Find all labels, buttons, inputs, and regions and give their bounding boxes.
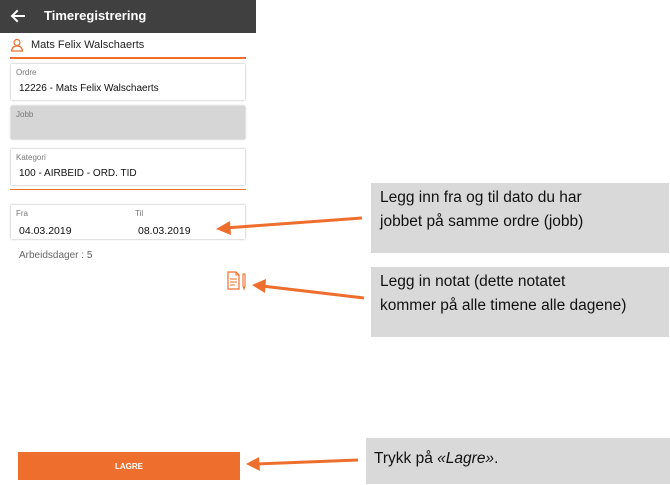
back-button[interactable] [8, 6, 28, 26]
til-label: Til [135, 209, 144, 218]
callout-dates [371, 183, 669, 253]
ordre-field[interactable] [11, 64, 245, 100]
fra-date-input[interactable]: 04.03.2019 [19, 225, 72, 237]
add-note-button[interactable] [226, 271, 248, 291]
callout-note-line2: kommer på alle timene alle dagene) [380, 297, 627, 314]
person-icon [10, 38, 24, 52]
date-range [11, 205, 245, 239]
callout-save-suffix: . [494, 450, 499, 467]
callout-save [366, 438, 670, 484]
note-pen-icon [226, 271, 248, 291]
user-name: Mats Felix Walschaerts [31, 39, 145, 51]
callout-save-quoted: «Lagre» [437, 450, 495, 467]
callout-dates-line1: Legg inn fra og til dato du har [380, 189, 582, 206]
jobb-field[interactable] [11, 106, 245, 139]
user-divider [10, 57, 246, 59]
save-button[interactable]: LAGRE [18, 452, 240, 480]
arrow-to-save [246, 457, 358, 471]
kategori-field[interactable] [11, 149, 245, 185]
kategori-label: Kategori [16, 153, 46, 162]
callout-note [371, 267, 669, 337]
app-bar [0, 0, 256, 33]
ordre-value: 12226 - Mats Felix Walschaerts [19, 83, 159, 94]
kategori-value: 100 - AIRBEID - ORD. TID [19, 168, 137, 179]
kategori-divider [10, 189, 246, 190]
callout-save-prefix: Trykk på [374, 450, 438, 467]
arrow-to-note [252, 279, 364, 298]
callout-note-line1: Legg in notat (dette notatet [380, 273, 566, 290]
phone-screen [0, 0, 256, 485]
fra-label: Fra [16, 209, 28, 218]
til-date-input[interactable]: 08.03.2019 [138, 225, 191, 237]
arrow-left-icon [8, 6, 28, 26]
callout-dates-line2: jobbet på samme ordre (jobb) [380, 213, 584, 230]
ordre-label: Ordre [16, 68, 37, 77]
jobb-label: Jobb [16, 110, 34, 119]
callout-save-text [374, 450, 498, 467]
page-title: Timeregistrering [44, 8, 147, 23]
user-row [10, 38, 246, 54]
workdays-count: Arbeidsdager : 5 [19, 250, 93, 261]
